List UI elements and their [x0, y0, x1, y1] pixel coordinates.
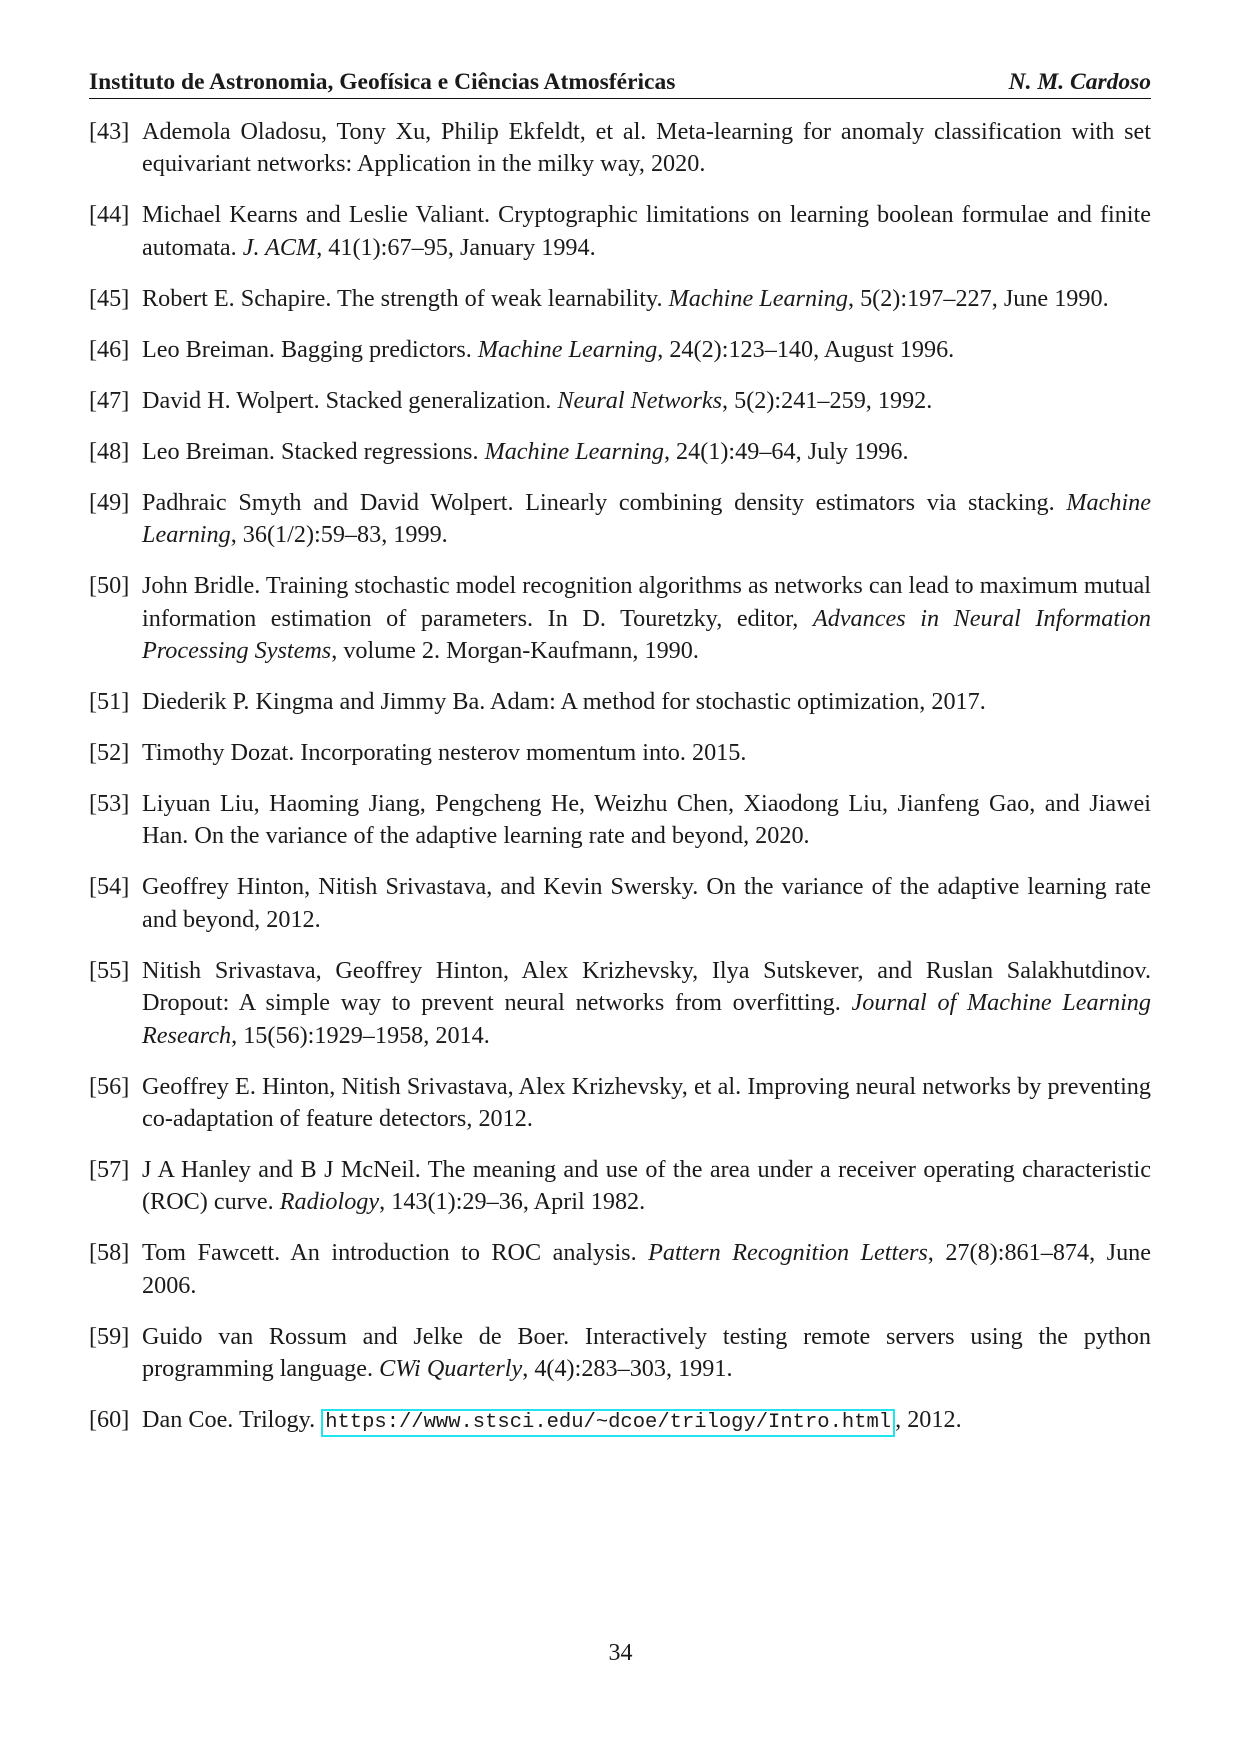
reference-label: [45] — [89, 284, 130, 312]
reference-venue: Neural Networks — [557, 386, 723, 414]
reference-text: Geoffrey Hinton, Nitish Srivastava, and Kevin Swersky. On the variance of the adaptive learning rate and beyond, 2012. — [142, 873, 1151, 933]
reference-text: Michael Kearns and Leslie Valiant. Cryptographic limitations on learning boolean formulae and finite automata. — [142, 201, 1151, 261]
reference-text: Timothy Dozat. Incorporating nesterov momentum into. 2015. — [142, 739, 747, 767]
reference-text: Robert E. Schapire. The strength of weak learnability. — [142, 284, 669, 312]
reference-details: , 5(2):241–259, 1992. — [722, 386, 933, 414]
reference-label: [53] — [89, 790, 130, 818]
reference-label: [51] — [89, 688, 130, 716]
reference-43 — [89, 116, 1151, 181]
reference-details: , 4(4):283–303, 1991. — [522, 1355, 733, 1383]
reference-text: J A Hanley and B J McNeil. The meaning and use of the area under a receiver operating characteristic (ROC) curve. — [142, 1156, 1151, 1216]
reference-label: [55] — [89, 956, 130, 984]
reference-49 — [89, 487, 1151, 552]
reference-48 — [89, 436, 1151, 468]
reference-details: , 24(2):123–140, August 1996. — [657, 335, 955, 363]
reference-label: [47] — [89, 386, 130, 414]
reference-details: , 5(2):197–227, June 1990. — [847, 284, 1109, 312]
reference-54 — [89, 871, 1151, 936]
reference-label: [43] — [89, 118, 130, 145]
reference-label: [49] — [89, 488, 130, 516]
reference-venue: J. ACM — [242, 233, 317, 261]
reference-text: Padhraic Smyth and David Wolpert. Linearly combining density estimators via stacking. — [142, 488, 1067, 516]
reference-details: , 2012. — [895, 1406, 962, 1434]
reference-details: , 15(56):1929–1958, 2014. — [231, 1021, 490, 1049]
reference-label: [48] — [89, 437, 130, 465]
reference-label: [56] — [89, 1072, 130, 1100]
reference-59 — [89, 1321, 1151, 1386]
reference-venue: Advances in Neural Information Processing Systems — [142, 604, 1151, 665]
reference-venue: Journal of Machine Learning Research — [142, 989, 1151, 1049]
reference-text: John Bridle. Training stochastic model recognition algorithms as networks can lead to maximum mutual information estimation of parameters. In D. Touretzky, editor, — [142, 572, 1152, 632]
reference-label: [57] — [89, 1156, 130, 1184]
reference-text: Geoffrey E. Hinton, Nitish Srivastava, Alex Krizhevsky, et al. Improving neural networks by preventing co-adaptation of feature detectors, 2012. — [142, 1072, 1151, 1133]
reference-text: Ademola Oladosu, Tony Xu, Philip Ekfeldt, et al. Meta-learning for anomaly classification with set equivariant networks: Application in the milky way, 2020. — [142, 118, 1151, 178]
reference-venue: Machine Learning — [142, 488, 1151, 549]
reference-details: , volume 2. Morgan-Kaufmann, 1990. — [331, 637, 699, 665]
header-institution: Instituto de Astronomia, Geofísica e Ciências Atmosféricas — [89, 69, 676, 95]
reference-text: Guido van Rossum and Jelke de Boer. Interactively testing remote servers using the python programming language. — [142, 1322, 1151, 1383]
reference-details: , 143(1):29–36, April 1982. — [379, 1188, 646, 1216]
reference-details: , 41(1):67–95, January 1994. — [316, 233, 596, 261]
reference-47 — [89, 385, 1151, 417]
reference-label: [46] — [89, 335, 130, 363]
reference-label: [54] — [89, 873, 130, 901]
reference-details: , 36(1/2):59–83, 1999. — [230, 521, 448, 549]
reference-51 — [89, 686, 1151, 718]
header-author: N. M. Cardoso — [1008, 69, 1151, 95]
reference-label: [58] — [89, 1239, 130, 1267]
reference-text: Dan Coe. Trilogy. — [142, 1406, 322, 1434]
reference-venue: Radiology — [279, 1188, 380, 1216]
reference-text: Tom Fawcett. An introduction to ROC analysis. — [142, 1239, 649, 1267]
reference-53 — [89, 788, 1151, 853]
reference-details: , 24(1):49–64, July 1996. — [663, 437, 909, 465]
reference-label: [59] — [89, 1322, 130, 1350]
reference-url-link[interactable]: https://www.stsci.edu/~dcoe/trilogy/Intro.html — [321, 1409, 895, 1437]
reference-44 — [89, 199, 1151, 264]
reference-55 — [89, 955, 1151, 1052]
running-header — [89, 64, 1151, 99]
reference-venue: CWi Quarterly — [379, 1355, 523, 1383]
page-number: 34 — [608, 1640, 633, 1666]
reference-label: [52] — [89, 739, 130, 767]
reference-text: Nitish Srivastava, Geoffrey Hinton, Alex Krizhevsky, Ilya Sutskever, and Ruslan Salakhutdinov. Dropout: A simple way to prevent neural networks from overfitting. — [142, 956, 1151, 1017]
reference-60 — [89, 1404, 1151, 1439]
reference-text: Liyuan Liu, Haoming Jiang, Pengcheng He, Weizhu Chen, Xiaodong Liu, Jianfeng Gao, and Jiawei Han. On the variance of the adaptive learning rate and beyond, 2020. — [142, 790, 1151, 850]
reference-label: [50] — [89, 572, 130, 600]
reference-venue: Pattern Recognition Letters — [648, 1239, 928, 1267]
reference-label: [60] — [89, 1406, 130, 1434]
reference-text: Leo Breiman. Stacked regressions. — [142, 437, 485, 465]
reference-45 — [89, 283, 1151, 315]
reference-56 — [89, 1071, 1151, 1136]
reference-46 — [89, 334, 1151, 366]
reference-50 — [89, 570, 1151, 667]
reference-venue: Machine Learning — [668, 284, 848, 312]
reference-text: Leo Breiman. Bagging predictors. — [142, 335, 478, 363]
reference-details: , 27(8):861–874, June 2006. — [142, 1239, 1151, 1299]
reference-venue: Machine Learning — [484, 437, 664, 465]
reference-text: David H. Wolpert. Stacked generalization. — [142, 386, 558, 414]
reference-label: [44] — [89, 201, 130, 229]
reference-52 — [89, 737, 1151, 769]
reference-list — [89, 116, 1151, 1458]
reference-58 — [89, 1237, 1151, 1302]
reference-57 — [89, 1154, 1151, 1219]
reference-text: Diederik P. Kingma and Jimmy Ba. Adam: A method for stochastic optimization, 2017. — [142, 688, 986, 716]
reference-venue: Machine Learning — [477, 335, 658, 363]
